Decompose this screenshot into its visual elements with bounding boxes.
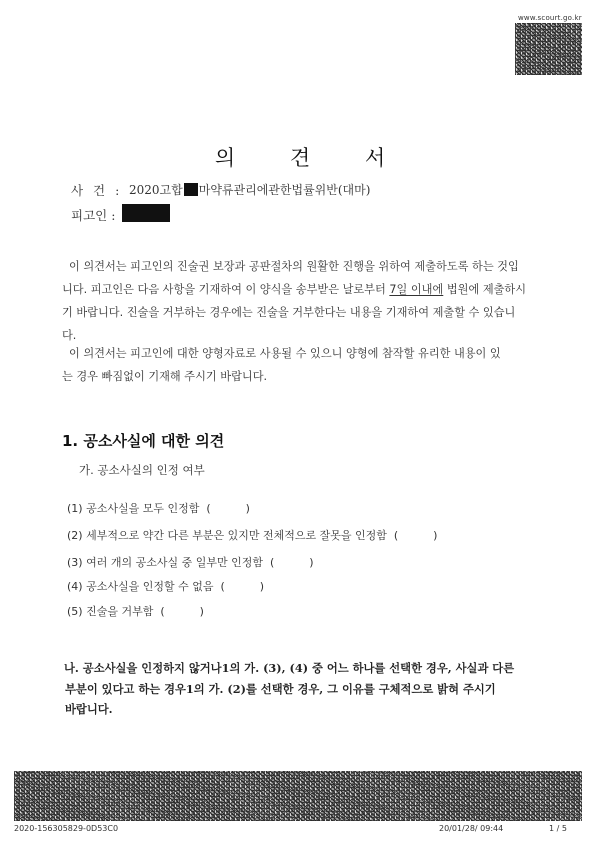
case-value (129, 181, 370, 198)
intro-paragraph-1 (62, 255, 582, 347)
part-b-line: 바랍니다. (65, 702, 113, 716)
case-label: 사 건 : (71, 183, 123, 198)
section-subheading: 가. 공소사실의 인정 여부 (79, 463, 205, 477)
option-item: (4) 공소사실을 인정할 수 없음 ( ) (67, 580, 264, 593)
intro-line: 는 경우 빠짐없이 기재해 주시기 바랍니다. (62, 370, 268, 383)
redaction-box (184, 183, 198, 196)
option-item: (1) 공소사실을 모두 인정함 ( ) (67, 502, 250, 515)
intro-line: 이 의견서는 피고인에 대한 양형자료로 사용될 수 있으니 양형에 참작할 유리한 내용이 있 (69, 347, 501, 360)
page-number: 1 / 5 (549, 824, 567, 833)
intro-line: 다. (62, 329, 77, 342)
print-datetime: 20/01/28/ 09:44 (439, 824, 504, 833)
document-title: 의 견 서 (214, 146, 410, 170)
case-prefix: 2020고합 (129, 183, 183, 197)
option-item: (3) 여러 개의 공소사실 중 일부만 인정함 ( ) (67, 556, 314, 569)
deadline-underline: 7일 이내에 (389, 283, 444, 296)
document-id: 2020-156305829-0D53C0 (14, 824, 119, 833)
barcode-image (515, 23, 582, 75)
intro-line: 이 의견서는 피고인의 진술권 보장과 공판절차의 원활한 진행을 위하여 제출하도록 하는 것입 (69, 260, 519, 273)
defendant-redaction (122, 204, 170, 222)
option-item: (5) 진술을 거부함 ( ) (67, 605, 204, 618)
case-suffix: 마약류관리에관한법률위반(대마) (198, 183, 371, 197)
option-item: (2) 세부적으로 약간 다른 부분은 있지만 전체적으로 잘못을 인정함 ( ) (67, 529, 438, 542)
intro-line: 니다. 피고인은 다음 사항을 기재하여 이 양식을 송부받은 날로부터 7일 이내에 법원에 제출하시 (62, 283, 527, 296)
security-pattern (14, 771, 582, 821)
part-b-line: 나. 공소사실을 인정하지 않거나1의 가. (3), (4) 중 어느 하나를 선택한 경우, 사실과 다른 (64, 661, 515, 675)
defendant-label: 피고인 : (71, 208, 116, 223)
part-b-paragraph (64, 658, 584, 720)
intro-line: 기 바랍니다. 진술을 거부하는 경우에는 진술을 거부한다는 내용을 기재하여 제출할 수 있습니 (62, 306, 516, 319)
site-url: www.scourt.go.kr (518, 14, 582, 22)
section-heading: 1. 공소사실에 대한 의견 (62, 432, 225, 450)
intro-paragraph-2 (62, 342, 582, 388)
part-b-line: 부분이 있다고 하는 경우1의 가. (2)를 선택한 경우, 그 이유를 구체적으로 밝혀 주시기 (65, 681, 496, 696)
